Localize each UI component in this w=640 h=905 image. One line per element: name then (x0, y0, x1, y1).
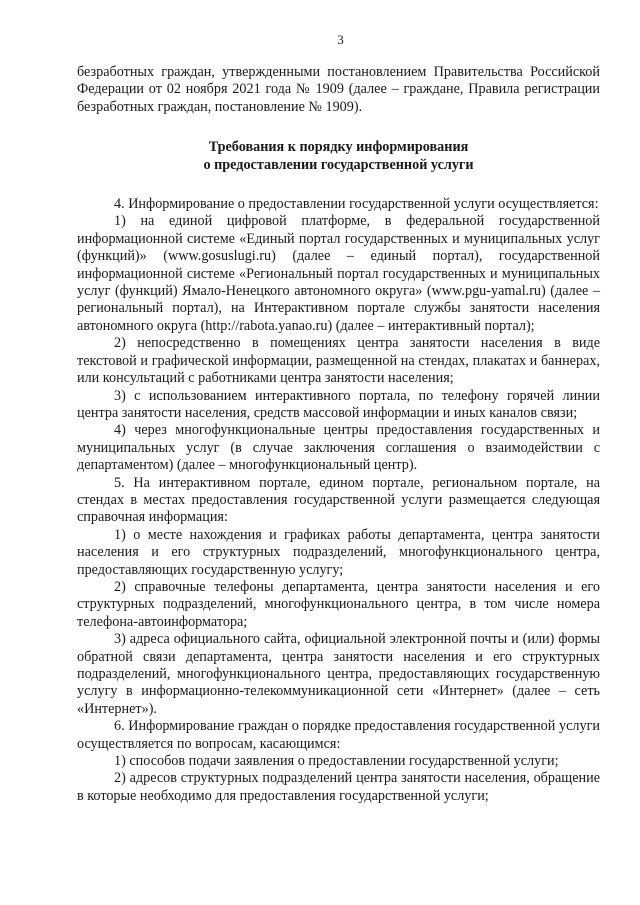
paragraph-item-6-2: 2) адресов структурных подразделений центра занятости населения, обращение в которые необходимо для предоставления государственной услуги; (77, 770, 600, 804)
intro-paragraph: безработных граждан, утвержденными постановлением Правительства Российской Федерации от 02 ноября 2021 года № 1909 (далее – граждане, Правила регистрации безработных граждан, постановление № 1909). (77, 64, 600, 115)
paragraph-item-5-2: 2) справочные телефоны департамента, центра занятости населения и его структурных подразделений, многофункционального центра, в том числе номера телефона-автоинформатора; (77, 578, 600, 630)
paragraph-item-4-2: 2) непосредственно в помещениях центра занятости населения в виде текстовой и графической информации, размещенной на стендах, плакатах и баннерах, или консультаций с работниками центра занятости населения; (77, 335, 600, 387)
paragraph-item-5-1: 1) о месте нахождения и графиках работы департамента, центра занятости населения и его структурных подразделений, многофункционального центра, предоставляющих государственную услугу; (77, 526, 600, 578)
paragraph-item-4: 4. Информирование о предоставлении государственной услуги осуществляется: (114, 196, 599, 213)
page-number: 3 (337, 32, 344, 47)
section-heading-line-1: Требования к порядку информирования (208, 139, 469, 156)
paragraph-item-4-3: 3) с использованием интерактивного портала, по телефону горячей линии центра занятости населения, средств массовой информации и иных каналов связи; (77, 387, 600, 421)
paragraph-item-5-3: 3) адреса официального сайта, официальной электронной почты и (или) формы обратной связи департамента, центра занятости населения и его структурных подразделений, многофункционального центра, предоставляющих государственную услугу в информационно-телекоммуникационной сети «Интернет» (далее – сеть «Интернет»). (77, 631, 600, 717)
section-heading (77, 139, 600, 174)
paragraph-item-4-4: 4) через многофункциональные центры предоставления государственных и муниципальных услуг (в случае заключения соглашения о взаимодействии с департаментом) (далее – многофункциональный центр). (77, 422, 600, 474)
section-heading-line-2: о предоставлении государственной услуги (203, 156, 474, 173)
paragraph-item-6-1: 1) способов подачи заявления о предоставлении государственной услуги; (114, 753, 559, 770)
paragraph-item-6: 6. Информирование граждан о порядке предоставления государственной услуги осуществляется по вопросам, касающимся: (77, 718, 600, 752)
paragraph-item-4-1: 1) на единой цифровой платформе, в федеральной государственной информационной системе «Единый портал государственных и муниципальных услуг (функций)» (www.gosuslugi.ru) (далее – единый портал), государственной информационной системе «Региональный портал государственных и муниципальных услуг (функций) Ямало-Ненецкого автономного округа» (www.pgu-yamal.ru) (далее – региональный портал), на Интерактивном портале службы занятости населения автономного округа (http://rabota.yanao.ru) (далее – интерактивный портал); (77, 213, 600, 334)
paragraph-item-5: 5. На интерактивном портале, едином портале, региональном портале, на стендах в местах предоставления государственной услуги размещается следующая справочная информация: (77, 474, 600, 526)
